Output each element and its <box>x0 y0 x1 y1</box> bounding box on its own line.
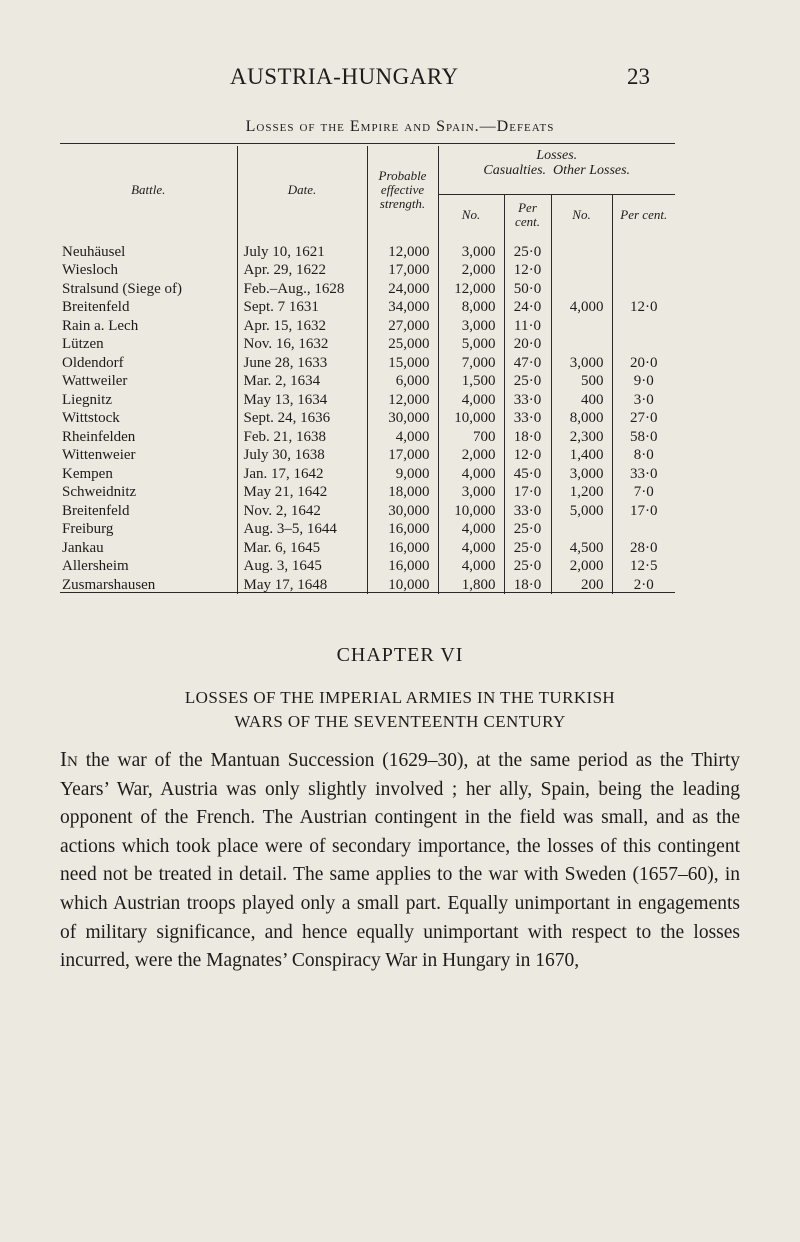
battle-cell: Lützen <box>62 336 104 352</box>
header-losses: Losses. <box>536 148 578 163</box>
casualties-no-cell: 4,000 <box>438 557 504 576</box>
other-no-cell <box>551 520 612 539</box>
casualties-no-cell: 1,500 <box>438 372 504 391</box>
battle-cell: Rheinfelden <box>62 428 136 445</box>
table-row <box>60 483 675 502</box>
page-number: 23 <box>627 64 650 89</box>
casualties-no-cell: 4,000 <box>438 465 504 484</box>
header-spacer-row <box>60 235 675 243</box>
battle-cell: Wattweiler <box>62 373 128 389</box>
strength-cell: 27,000 <box>367 317 438 336</box>
date-cell: Sept. 24, 1636 <box>237 409 367 428</box>
header-other-per-cent: Per cent. <box>612 194 675 235</box>
other-pct-cell <box>612 243 675 262</box>
header-losses-group <box>438 146 675 194</box>
casualties-no-cell: 3,000 <box>438 317 504 336</box>
other-pct-cell: 7·0 <box>612 483 675 502</box>
date-cell: June 28, 1633 <box>237 354 367 373</box>
table-title: Losses of the Empire and Spain.—Defeats <box>245 118 555 135</box>
running-title: AUSTRIA-HUNGARY <box>230 64 459 89</box>
other-no-cell: 200 <box>551 576 612 595</box>
other-no-cell: 3,000 <box>551 354 612 373</box>
lead-word: In <box>60 747 78 771</box>
strength-cell: 16,000 <box>367 520 438 539</box>
other-no-cell: 400 <box>551 391 612 410</box>
header-casualties-no: No. <box>438 194 504 235</box>
table-row <box>60 409 675 428</box>
strength-cell: 10,000 <box>367 576 438 595</box>
casualties-no-cell: 3,000 <box>438 243 504 262</box>
body-paragraph <box>60 745 740 976</box>
header-casualties-per-cent: Per cent. <box>504 194 551 235</box>
date-cell: Sept. 7 1631 <box>237 298 367 317</box>
casualties-no-cell: 7,000 <box>438 354 504 373</box>
date-cell: Nov. 16, 1632 <box>237 335 367 354</box>
date-cell: May 13, 1634 <box>237 391 367 410</box>
casualties-no-cell: 4,000 <box>438 539 504 558</box>
casualties-pct-cell: 20·0 <box>504 335 551 354</box>
date-cell: May 21, 1642 <box>237 483 367 502</box>
battle-cell: Zusmarshausen <box>62 576 156 593</box>
table-row <box>60 298 675 317</box>
other-pct-cell: 12·0 <box>612 298 675 317</box>
page-header <box>0 64 800 94</box>
strength-cell: 17,000 <box>367 446 438 465</box>
strength-cell: 30,000 <box>367 409 438 428</box>
casualties-pct-cell: 25·0 <box>504 243 551 262</box>
battle-cell: Allersheim <box>62 558 129 574</box>
other-no-cell: 1,400 <box>551 446 612 465</box>
strength-cell: 24,000 <box>367 280 438 299</box>
other-pct-cell <box>612 520 675 539</box>
casualties-no-cell: 12,000 <box>438 280 504 299</box>
other-pct-cell: 12·5 <box>612 557 675 576</box>
other-pct-cell: 58·0 <box>612 428 675 447</box>
chapter-title <box>60 686 740 734</box>
date-cell: Mar. 6, 1645 <box>237 539 367 558</box>
date-cell: Nov. 2, 1642 <box>237 502 367 521</box>
other-pct-cell: 2·0 <box>612 576 675 595</box>
other-pct-cell: 3·0 <box>612 391 675 410</box>
date-cell: Apr. 15, 1632 <box>237 317 367 336</box>
casualties-no-cell: 10,000 <box>438 409 504 428</box>
other-pct-cell: 8·0 <box>612 446 675 465</box>
other-no-cell: 1,200 <box>551 483 612 502</box>
strength-cell: 16,000 <box>367 557 438 576</box>
casualties-pct-cell: 33·0 <box>504 502 551 521</box>
casualties-no-cell: 10,000 <box>438 502 504 521</box>
battle-cell: Kempen <box>62 465 113 482</box>
other-pct-cell: 17·0 <box>612 502 675 521</box>
other-no-cell <box>551 335 612 354</box>
casualties-pct-cell: 11·0 <box>504 317 551 336</box>
casualties-pct-cell: 12·0 <box>504 446 551 465</box>
casualties-pct-cell: 25·0 <box>504 372 551 391</box>
header-casualties: Casualties. <box>483 163 547 178</box>
table-top-rule <box>60 143 675 144</box>
casualties-no-cell: 2,000 <box>438 261 504 280</box>
battle-cell: Wittenweier <box>62 447 136 463</box>
date-cell: Aug. 3–5, 1644 <box>237 520 367 539</box>
other-no-cell: 2,000 <box>551 557 612 576</box>
strength-cell: 18,000 <box>367 483 438 502</box>
date-cell: Feb.–Aug., 1628 <box>237 280 367 299</box>
other-pct-cell: 27·0 <box>612 409 675 428</box>
header-strength: Probable effective strength. <box>367 146 438 235</box>
date-cell: July 10, 1621 <box>237 243 367 262</box>
strength-cell: 9,000 <box>367 465 438 484</box>
casualties-pct-cell: 45·0 <box>504 465 551 484</box>
other-no-cell <box>551 317 612 336</box>
table-row <box>60 261 675 280</box>
battle-cell: Wiesloch <box>62 262 119 278</box>
battle-cell: Jankau <box>62 539 104 556</box>
other-no-cell: 5,000 <box>551 502 612 521</box>
other-no-cell: 3,000 <box>551 465 612 484</box>
battle-cell: Stralsund (Siege of) <box>62 280 182 297</box>
casualties-no-cell: 8,000 <box>438 298 504 317</box>
casualties-pct-cell: 24·0 <box>504 298 551 317</box>
table-row <box>60 243 675 262</box>
table-bottom-rule <box>60 592 675 593</box>
other-no-cell: 8,000 <box>551 409 612 428</box>
chapter-number: CHAPTER VI <box>336 644 464 666</box>
other-no-cell <box>551 280 612 299</box>
table-row <box>60 557 675 576</box>
table-row <box>60 520 675 539</box>
casualties-pct-cell: 17·0 <box>504 483 551 502</box>
casualties-pct-cell: 25·0 <box>504 520 551 539</box>
strength-cell: 12,000 <box>367 243 438 262</box>
table-row <box>60 317 675 336</box>
other-pct-cell <box>612 317 675 336</box>
table-row <box>60 372 675 391</box>
other-no-cell: 2,300 <box>551 428 612 447</box>
table-row <box>60 539 675 558</box>
other-no-cell <box>551 261 612 280</box>
casualties-no-cell: 3,000 <box>438 483 504 502</box>
table-row <box>60 354 675 373</box>
header-other-no: No. <box>551 194 612 235</box>
battle-cell: Freiburg <box>62 521 114 537</box>
casualties-no-cell: 2,000 <box>438 446 504 465</box>
date-cell: Apr. 29, 1622 <box>237 261 367 280</box>
casualties-pct-cell: 18·0 <box>504 428 551 447</box>
table-row <box>60 391 675 410</box>
date-cell: Mar. 2, 1634 <box>237 372 367 391</box>
casualties-pct-cell: 47·0 <box>504 354 551 373</box>
other-pct-cell: 9·0 <box>612 372 675 391</box>
table-row <box>60 428 675 447</box>
other-pct-cell <box>612 280 675 299</box>
date-cell: July 30, 1638 <box>237 446 367 465</box>
battle-cell: Neuhäusel <box>62 243 126 260</box>
chapter-title-line-1: LOSSES OF THE IMPERIAL ARMIES IN THE TURKISH <box>184 688 616 707</box>
casualties-pct-cell: 18·0 <box>504 576 551 595</box>
other-no-cell: 500 <box>551 372 612 391</box>
strength-cell: 25,000 <box>367 335 438 354</box>
casualties-pct-cell: 25·0 <box>504 539 551 558</box>
battle-cell: Schweidnitz <box>62 484 137 500</box>
header-battle: Battle. <box>131 182 166 198</box>
casualties-pct-cell: 25·0 <box>504 557 551 576</box>
battle-cell: Wittstock <box>62 410 120 426</box>
casualties-no-cell: 700 <box>438 428 504 447</box>
strength-cell: 30,000 <box>367 502 438 521</box>
battle-cell: Breitenfeld <box>62 502 130 519</box>
other-no-cell: 4,000 <box>551 298 612 317</box>
battle-cell: Breitenfeld <box>62 299 130 315</box>
header-date: Date. <box>237 146 367 235</box>
casualties-pct-cell: 33·0 <box>504 409 551 428</box>
casualties-pct-cell: 50·0 <box>504 280 551 299</box>
battle-cell: Oldendorf <box>62 354 124 371</box>
strength-cell: 6,000 <box>367 372 438 391</box>
casualties-pct-cell: 33·0 <box>504 391 551 410</box>
battle-cell: Liegnitz <box>62 391 112 408</box>
table-row <box>60 280 675 299</box>
other-pct-cell: 20·0 <box>612 354 675 373</box>
paragraph-text: the war of the Mantuan Succession (1629–30), at the same period as the Thirty Years’ War, Austria was only slightly involved ; her ally, Spain, being the leading opponent of the French. The Austrian contingent in the field was small, and as the actions which took place were of secondary importance, the losses of this contingent need not be treated in detail. The same applies to the war with Sweden (1657–60), in which Austrian troops played only a small part. Equally unimportant in engagements of military significance, and hence equally unimportant with respect to the losses incurred, were the Magnates’ Conspiracy War in Hungary in 1670, <box>60 750 741 972</box>
losses-table <box>60 146 675 594</box>
strength-cell: 12,000 <box>367 391 438 410</box>
date-cell: Feb. 21, 1638 <box>237 428 367 447</box>
other-pct-cell: 33·0 <box>612 465 675 484</box>
strength-cell: 15,000 <box>367 354 438 373</box>
table-row <box>60 502 675 521</box>
date-cell: May 17, 1648 <box>237 576 367 595</box>
other-pct-cell <box>612 261 675 280</box>
battle-cell: Rain a. Lech <box>62 317 139 334</box>
strength-cell: 34,000 <box>367 298 438 317</box>
strength-cell: 17,000 <box>367 261 438 280</box>
casualties-no-cell: 4,000 <box>438 520 504 539</box>
table-row <box>60 446 675 465</box>
table-body <box>60 235 675 595</box>
strength-cell: 4,000 <box>367 428 438 447</box>
table-row <box>60 335 675 354</box>
other-pct-cell: 28·0 <box>612 539 675 558</box>
casualties-pct-cell: 12·0 <box>504 261 551 280</box>
casualties-no-cell: 1,800 <box>438 576 504 595</box>
strength-cell: 16,000 <box>367 539 438 558</box>
casualties-no-cell: 5,000 <box>438 335 504 354</box>
date-cell: Aug. 3, 1645 <box>237 557 367 576</box>
header-other-losses: Other Losses. <box>553 163 631 178</box>
other-no-cell <box>551 243 612 262</box>
casualties-no-cell: 4,000 <box>438 391 504 410</box>
chapter-title-line-2: WARS OF THE SEVENTEENTH CENTURY <box>234 712 566 731</box>
date-cell: Jan. 17, 1642 <box>237 465 367 484</box>
table-row <box>60 465 675 484</box>
other-no-cell: 4,500 <box>551 539 612 558</box>
other-pct-cell <box>612 335 675 354</box>
